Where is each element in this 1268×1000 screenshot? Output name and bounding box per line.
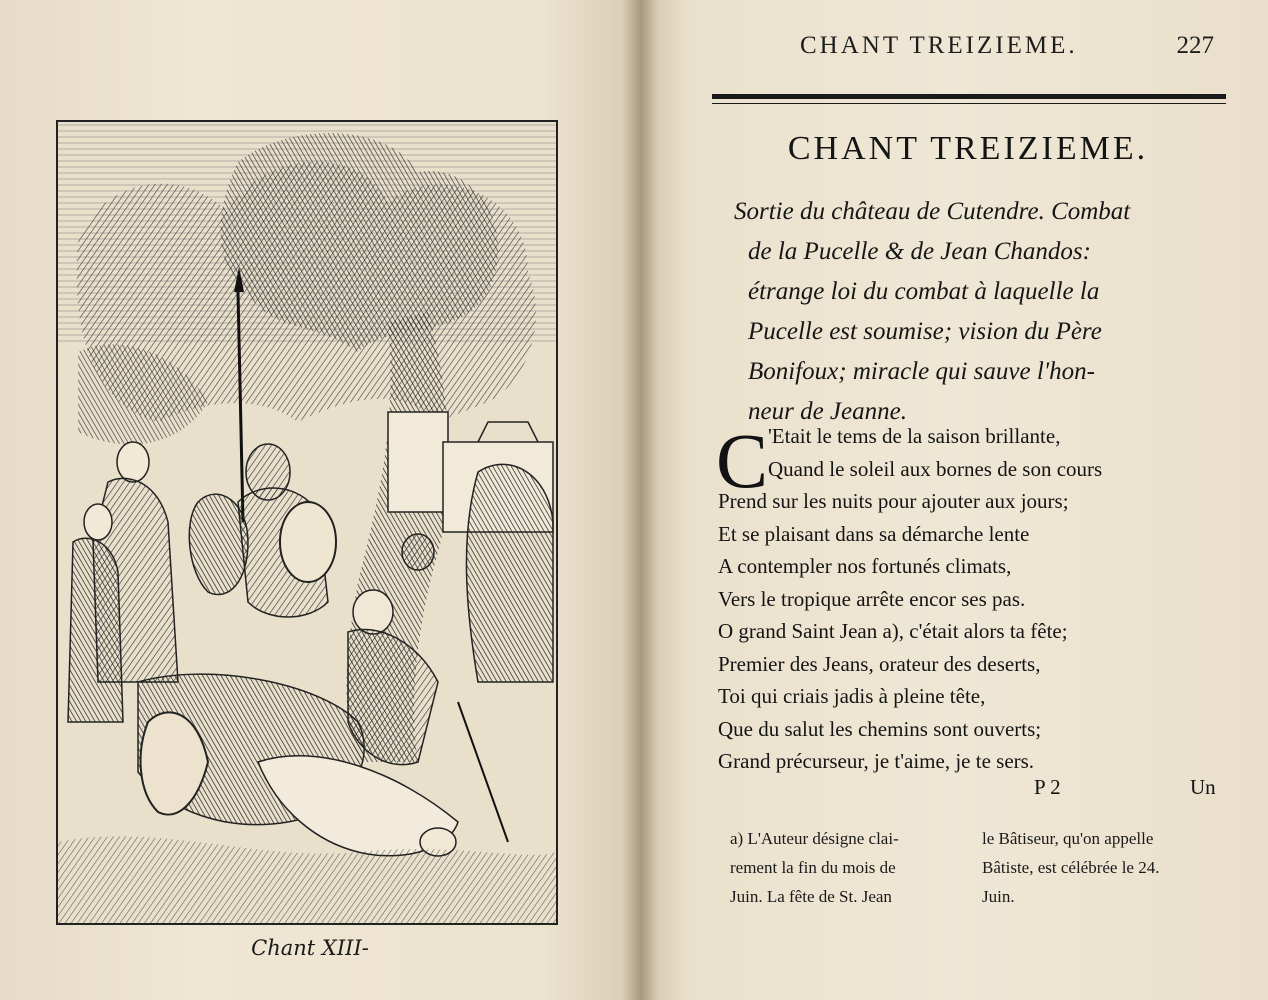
book-gutter xyxy=(622,0,658,1000)
plate-caption: Chant XIII- xyxy=(251,936,369,960)
poem-line: Vers le tropique arrête encor ses pas. xyxy=(718,586,1026,611)
poem-text xyxy=(716,417,1198,778)
poem-line: A contempler nos fortunés climats, xyxy=(718,554,1012,578)
header-rule-thin xyxy=(712,103,1226,104)
engraving-illustration xyxy=(58,122,556,923)
argument-line: Bonifoux; miracle qui sauve l'hon- xyxy=(748,358,1095,385)
footnote-line: a) L'Auteur désigne clai- xyxy=(730,829,899,848)
argument-line: neur de Jeanne. xyxy=(748,398,907,425)
poem-line: Grand précurseur, je t'aime, je te sers. xyxy=(718,749,1035,773)
argument-line: étrange loi du combat à laquelle la xyxy=(748,278,1100,305)
footnote-line: Bâtiste, est célébrée le 24. xyxy=(982,858,1160,877)
running-head xyxy=(800,32,1220,72)
running-title: CHANT TREIZIEME. xyxy=(800,32,1078,59)
footnote-line: rement la fin du mois de xyxy=(730,858,896,877)
drop-cap: C xyxy=(716,417,769,504)
poem-line: O grand Saint Jean a), c'était alors ta fête; xyxy=(718,619,1068,643)
poem-line: Toi qui criais jadis à pleine tête, xyxy=(718,684,986,708)
poem-line: Premier des Jeans, orateur des deserts, xyxy=(718,651,1041,676)
chapter-argument xyxy=(734,192,1234,432)
poem-line: Et se plaisant dans sa démarche lente xyxy=(718,521,1030,546)
poem-line: Que du salut les chemins sont ouverts; xyxy=(718,716,1042,741)
signature-mark: P 2 xyxy=(1034,775,1061,799)
footnote-right-column xyxy=(982,824,1218,911)
footnote-line: Juin. xyxy=(982,887,1015,906)
argument-line: de la Pucelle & de Jean Chandos: xyxy=(748,238,1091,265)
footnote-line: Juin. La fête de St. Jean xyxy=(730,887,892,906)
chapter-title: CHANT TREIZIEME. xyxy=(787,130,1149,167)
poem-line: Prend sur les nuits pour ajouter aux jours; xyxy=(718,489,1069,513)
engraving-plate xyxy=(56,120,558,925)
argument-line: Sortie du château de Cutendre. Combat xyxy=(734,198,1131,225)
page-number: 227 xyxy=(1176,32,1214,59)
footnote-left-column xyxy=(730,824,966,911)
footnote-line: le Bâtiseur, qu'on appelle xyxy=(982,829,1154,848)
poem-line: Quand le soleil aux bornes de son cours xyxy=(768,456,1103,481)
argument-line: Pucelle est soumise; vision du Père xyxy=(748,318,1102,345)
poem-line: 'Etait le tems de la saison brillante, xyxy=(768,424,1061,448)
catchword: Un xyxy=(1190,775,1216,799)
header-rule-thick xyxy=(712,94,1226,99)
